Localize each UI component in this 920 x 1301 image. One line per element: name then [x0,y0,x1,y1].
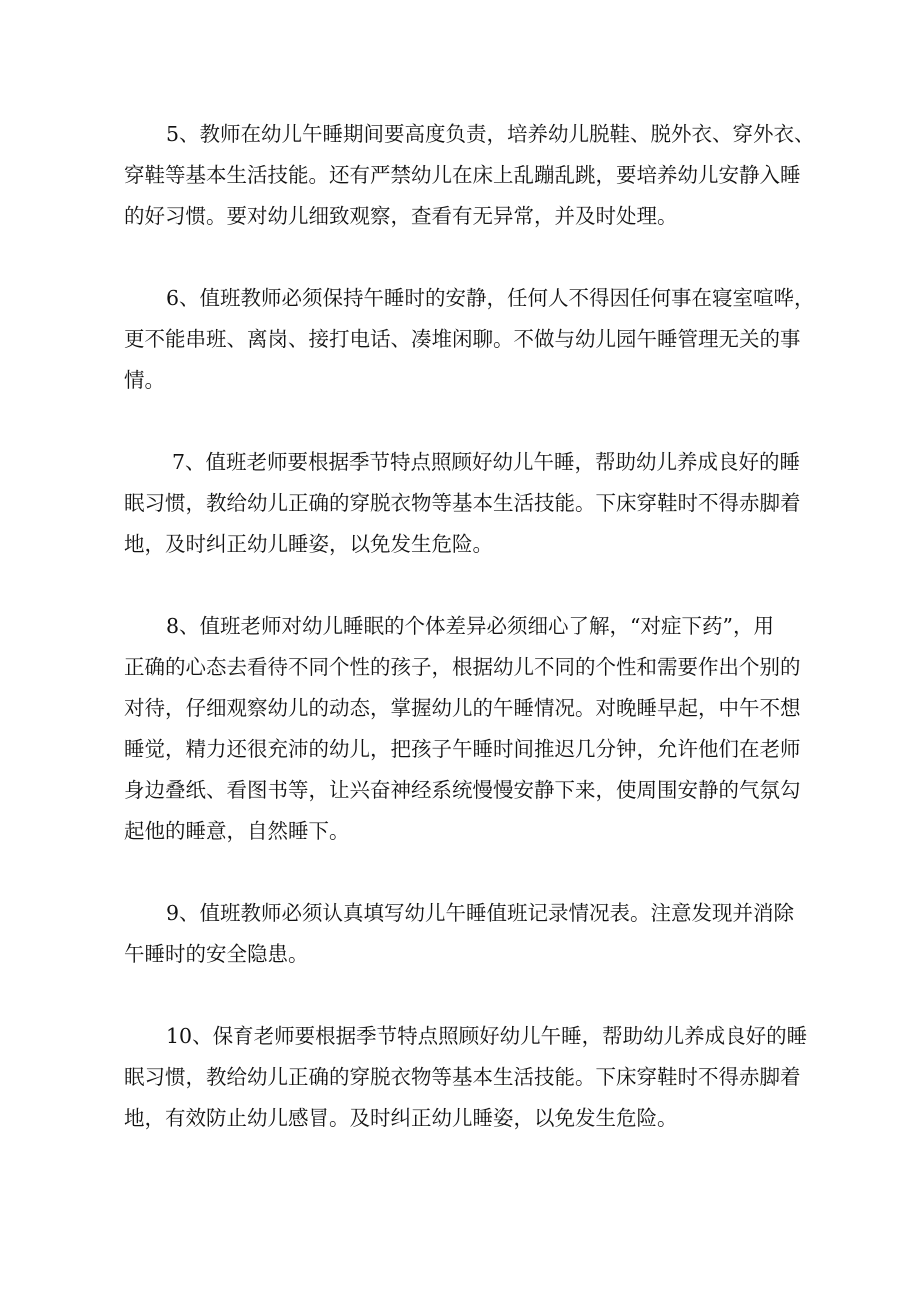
paragraph-line: 眠习惯，教给幼儿正确的穿脱衣物等基本生活技能。下床穿鞋时不得赤脚着 [124,491,801,515]
paragraph-line: 睡觉，精力还很充沛的幼儿，把孩子午睡时间推迟几分钟，允许他们在老师 [124,737,801,761]
paragraph-10 [124,1016,808,1139]
document-body [124,114,815,1180]
paragraph-line: 午睡时的安全隐患。 [124,942,309,966]
paragraph-line: 8、值班老师对幼儿睡眠的个体差异必须细心了解，“对症下药”，用 [166,614,775,638]
paragraph-line: 对待，仔细观察幼儿的动态，掌握幼儿的午睡情况。对晚睡早起，中午不想 [124,696,801,720]
paragraph-line: 6、值班教师必须保持午睡时的安静，任何人不得因任何事在寝室喧哗， [166,286,815,310]
paragraph-8 [124,606,801,852]
paragraph-5 [124,114,815,237]
paragraph-line: 穿鞋等基本生活技能。还有严禁幼儿在床上乱蹦乱跳，要培养幼儿安静入睡 [124,163,801,187]
paragraph-line: 正确的心态去看待不同个性的孩子，根据幼儿不同的个性和需要作出个别的 [124,655,801,679]
paragraph-line: 7、值班老师要根据季节特点照顾好幼儿午睡，帮助幼儿养成良好的睡 [172,450,801,474]
paragraph-line: 5、教师在幼儿午睡期间要高度负责，培养幼儿脱鞋、脱外衣、穿外衣、 [166,122,815,146]
paragraph-line: 10、保育老师要根据季节特点照顾好幼儿午睡，帮助幼儿养成良好的睡 [166,1024,808,1048]
paragraph-line: 的好习惯。要对幼儿细致观察，查看有无异常，并及时处理。 [124,204,678,228]
paragraph-line: 起他的睡意，自然睡下。 [124,819,350,843]
paragraph-line: 更不能串班、离岗、接打电话、凑堆闲聊。不做与幼儿园午睡管理无关的事 [124,327,801,351]
paragraph-line: 地，有效防止幼儿感冒。及时纠正幼儿睡姿，以免发生危险。 [124,1106,678,1130]
paragraph-9 [124,893,796,975]
paragraph-line: 情。 [124,368,165,392]
paragraph-line: 眠习惯，教给幼儿正确的穿脱衣物等基本生活技能。下床穿鞋时不得赤脚着 [124,1065,801,1089]
paragraph-line: 9、值班教师必须认真填写幼儿午睡值班记录情况表。注意发现并消除 [166,901,795,925]
paragraph-line: 地，及时纠正幼儿睡姿，以免发生危险。 [124,532,493,556]
paragraph-7 [124,442,801,565]
paragraph-6 [124,278,815,401]
paragraph-line: 身边叠纸、看图书等，让兴奋神经系统慢慢安静下来，使周围安静的气氛勾 [124,778,801,802]
